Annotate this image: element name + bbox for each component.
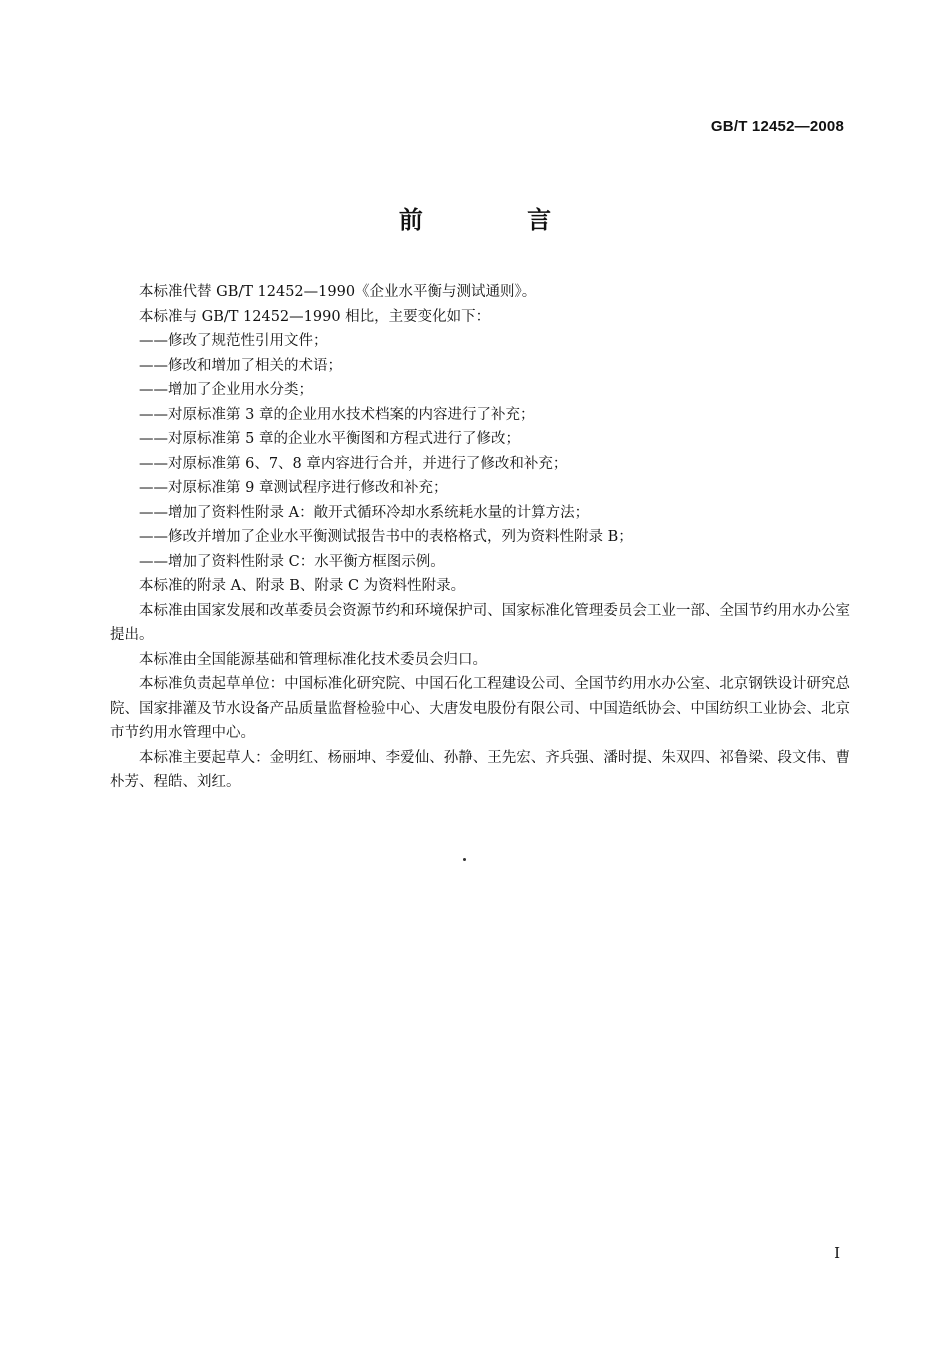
paragraph-drafters: 本标准主要起草人：金明红、杨丽坤、李爱仙、孙静、王先宏、齐兵强、潘时提、朱双四、祁鲁梁、段文伟、曹朴芳、程皓、刘红。	[110, 749, 850, 790]
page-title: 前 言	[398, 206, 600, 234]
change-item: ——对原标准第 3 章的企业用水技术档案的内容进行了补充；	[139, 406, 535, 423]
paragraph-drafting-units: 本标准负责起草单位：中国标准化研究院、中国石化工程建设公司、全国节约用水办公室、北京钢铁设计研究总院、国家排灌及节水设备产品质量监督检验中心、大唐发电股份有限公司、中国造纸协会、中国纺织工业协会、北京市节约用水管理中心。	[110, 676, 850, 741]
change-item: ——增加了企业用水分类；	[139, 382, 313, 398]
change-item: ——修改和增加了相关的术语；	[139, 357, 342, 374]
change-item: ——修改并增加了企业水平衡测试报告书中的表格格式，列为资料性附录 B；	[139, 529, 633, 545]
change-item: ——增加了资料性附录 C：水平衡方框图示例。	[139, 553, 445, 570]
paragraph-changes-intro: 本标准与 GB/T 12452—1990 相比，主要变化如下：	[139, 308, 491, 325]
change-item: ——修改了规范性引用文件；	[139, 333, 328, 349]
change-item: ——对原标准第 6、7、8 章内容进行合并，并进行了修改和补充；	[139, 455, 568, 472]
paragraph-annexes: 本标准的附录 A、附录 B、附录 C 为资料性附录。	[139, 578, 466, 594]
standard-code: GB/T 12452—2008	[710, 118, 844, 135]
change-item: ——对原标准第 5 章的企业水平衡图和方程式进行了修改；	[139, 431, 520, 447]
paragraph-under-jurisdiction: 本标准由全国能源基础和管理标准化技术委员会归口。	[139, 651, 487, 668]
page-number: I	[834, 1244, 840, 1262]
foreword-body	[110, 280, 850, 795]
scan-speck	[463, 858, 466, 861]
paragraph-replaces: 本标准代替 GB/T 12452—1990《企业水平衡与测试通则》。	[139, 284, 537, 300]
change-item: ——对原标准第 9 章测试程序进行修改和补充；	[139, 480, 448, 496]
change-item: ——增加了资料性附录 A：敞开式循环冷却水系统耗水量的计算方法；	[139, 504, 590, 521]
paragraph-proposed-by: 本标准由国家发展和改革委员会资源节约和环境保护司、国家标准化管理委员会工业一部、全国节约用水办公室提出。	[110, 602, 850, 643]
